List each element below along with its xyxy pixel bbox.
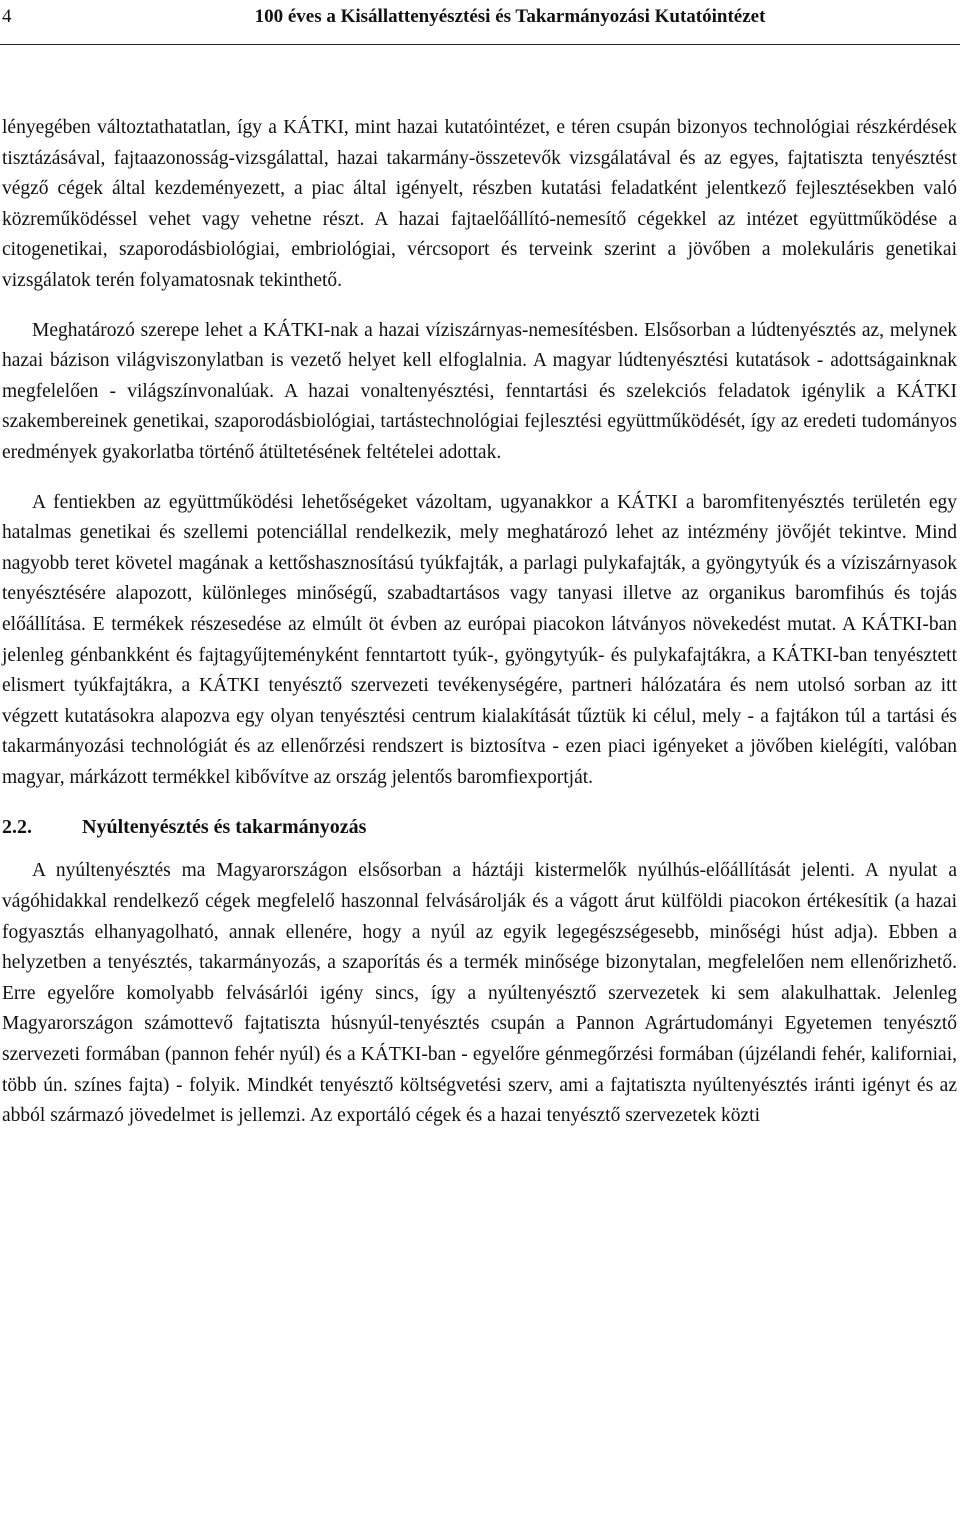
page-header bbox=[0, 0, 960, 45]
paragraph-continuation: lényegében változtathatatlan, így a KÁTKI, mint hazai kutatóintézet, e téren csupán bizonyos technológiai részkérdések tisztázásával, fajtaazonosság-vizsgálattal, hazai takarmány-összetevők vizsgálatával és az egyes, fajtatiszta tenyésztést végző cégek által kezdeményezett, a piac által igényelt, részben kutatási feladatként jelentkező fejlesztésekben való közreműködéssel vehet vagy vehetne részt. A hazai fajtaelőállító-nemesítő cégekkel az intézet együttműködése a citogenetikai, szaporodásbiológiai, embriológiai, vércsoport és terveink szerint a jövőben a molekuláris genetikai vizsgálatok terén folyamatosnak tekinthető. bbox=[2, 117, 957, 291]
running-title: 100 éves a Kisállattenyésztési és Takarmányozási Kutatóintézet bbox=[254, 6, 766, 27]
paragraph-rabbit-breeding: A nyúltenyésztés ma Magyarországon elsősorban a háztáji kistermelők nyúlhús-előállítását jelenti. A nyulat a vágóhidakkal rendelkező cégek megfelelő haszonnal felvásárolják és a vágott árut külföldi piacokon értékesítik (a hazai fogyasztás elhanyagolható, annak ellenére, hogy a nyúl az egyik legegészségesebb, minőségi húst adja). Ebben a helyzetben a tenyésztés, takarmányozás, a szaporítás és a termék minősége bizonytalan, megfelelően nem ellenőrizhető. Erre egyelőre komolyabb felvásárlói igény sincs, így a nyúltenyésztő szervezetek ki sem alakulhattak. Jelenleg Magyarországon számottevő fajtatiszta húsnyúl-tenyésztés csupán a Pannon Agrártudományi Egyetemen tenyésztő szervezeti formában (pannon fehér nyúl) és a KÁTKI-ban - egyelőre génmegőrzési formában (újzélandi fehér, kaliforniai, több ún. színes fajta) - folyik. Mindkét tenyésztő költségvetési szerv, ami a fajtatiszta nyúltenyésztés iránti igényt és az abból származó jövedelmet is jellemzi. Az exportáló cégek és a hazai tenyésztő szervezetek közti bbox=[2, 860, 957, 1127]
section-title: Nyúltenyésztés és takarmányozás bbox=[82, 816, 367, 839]
document-body bbox=[2, 113, 957, 1151]
section-heading bbox=[2, 812, 957, 842]
section-number: 2.2. bbox=[2, 816, 32, 839]
page-number: 4 bbox=[2, 6, 12, 27]
paragraph-poultry-potential: A fentiekben az együttműködési lehetőségeket vázoltam, ugyanakkor a KÁTKI a baromfitenyésztés területén egy hatalmas genetikai és szellemi potenciállal rendelkezik, mely meghatározó lehet az intézmény jövőjét tekintve. Mind nagyobb teret követel magának a kettőshasznosítású tyúkfajták, a parlagi pulykafajták, a gyöngytyúk és a víziszárnyasok tenyésztésére alapozott, különleges minőségű, szabadtartásos vagy tanyasi illetve az organikus baromfihús és tojás előállítása. E termékek részesedése az elmúlt öt évben az európai piacokon látványos növekedést mutat. A KÁTKI-ban jelenleg génbankként és fajtagyűjteményként fenntartott tyúk-, gyöngytyúk- és pulykafajtákra, a KÁTKI-ban tenyésztett elismert tyúkfajtákra, a KÁTKI tenyésztő szervezeti tevékenységére, partneri hálózatára és nem utolsó sorban az itt végzett kutatásokra alapozva egy olyan tenyésztési centrum kialakítását tűztük ki célul, mely - a fajtákon túl a tartási és takarmányozási technológiát és az ellenőrzési rendszert is biztosítva - ezen piaci igényeket a jövőben kielégíti, valóban magyar, márkázott termékkel kibővítve az ország jelentős baromfiexportját. bbox=[2, 491, 957, 788]
paragraph-waterfowl-breeding: Meghatározó szerepe lehet a KÁTKI-nak a hazai víziszárnyas-nemesítésben. Elsősorban a lúdtenyésztés az, melynek hazai bázison világviszonylatban is vezető helyet kell elfoglalnia. A magyar lúdtenyésztési kutatások - adottságainknak megfelelően - világszínvonalúak. A hazai vonaltenyésztési, fenntartási és szelekciós feladatok igénylik a KÁTKI szakembereinek genetikai, szaporodásbiológiai, tartástechnológiai fejlesztési együttműködését, így az eredeti tudományos eredmények gyakorlatba történő átültetésének feltételei adottak. bbox=[2, 319, 957, 463]
